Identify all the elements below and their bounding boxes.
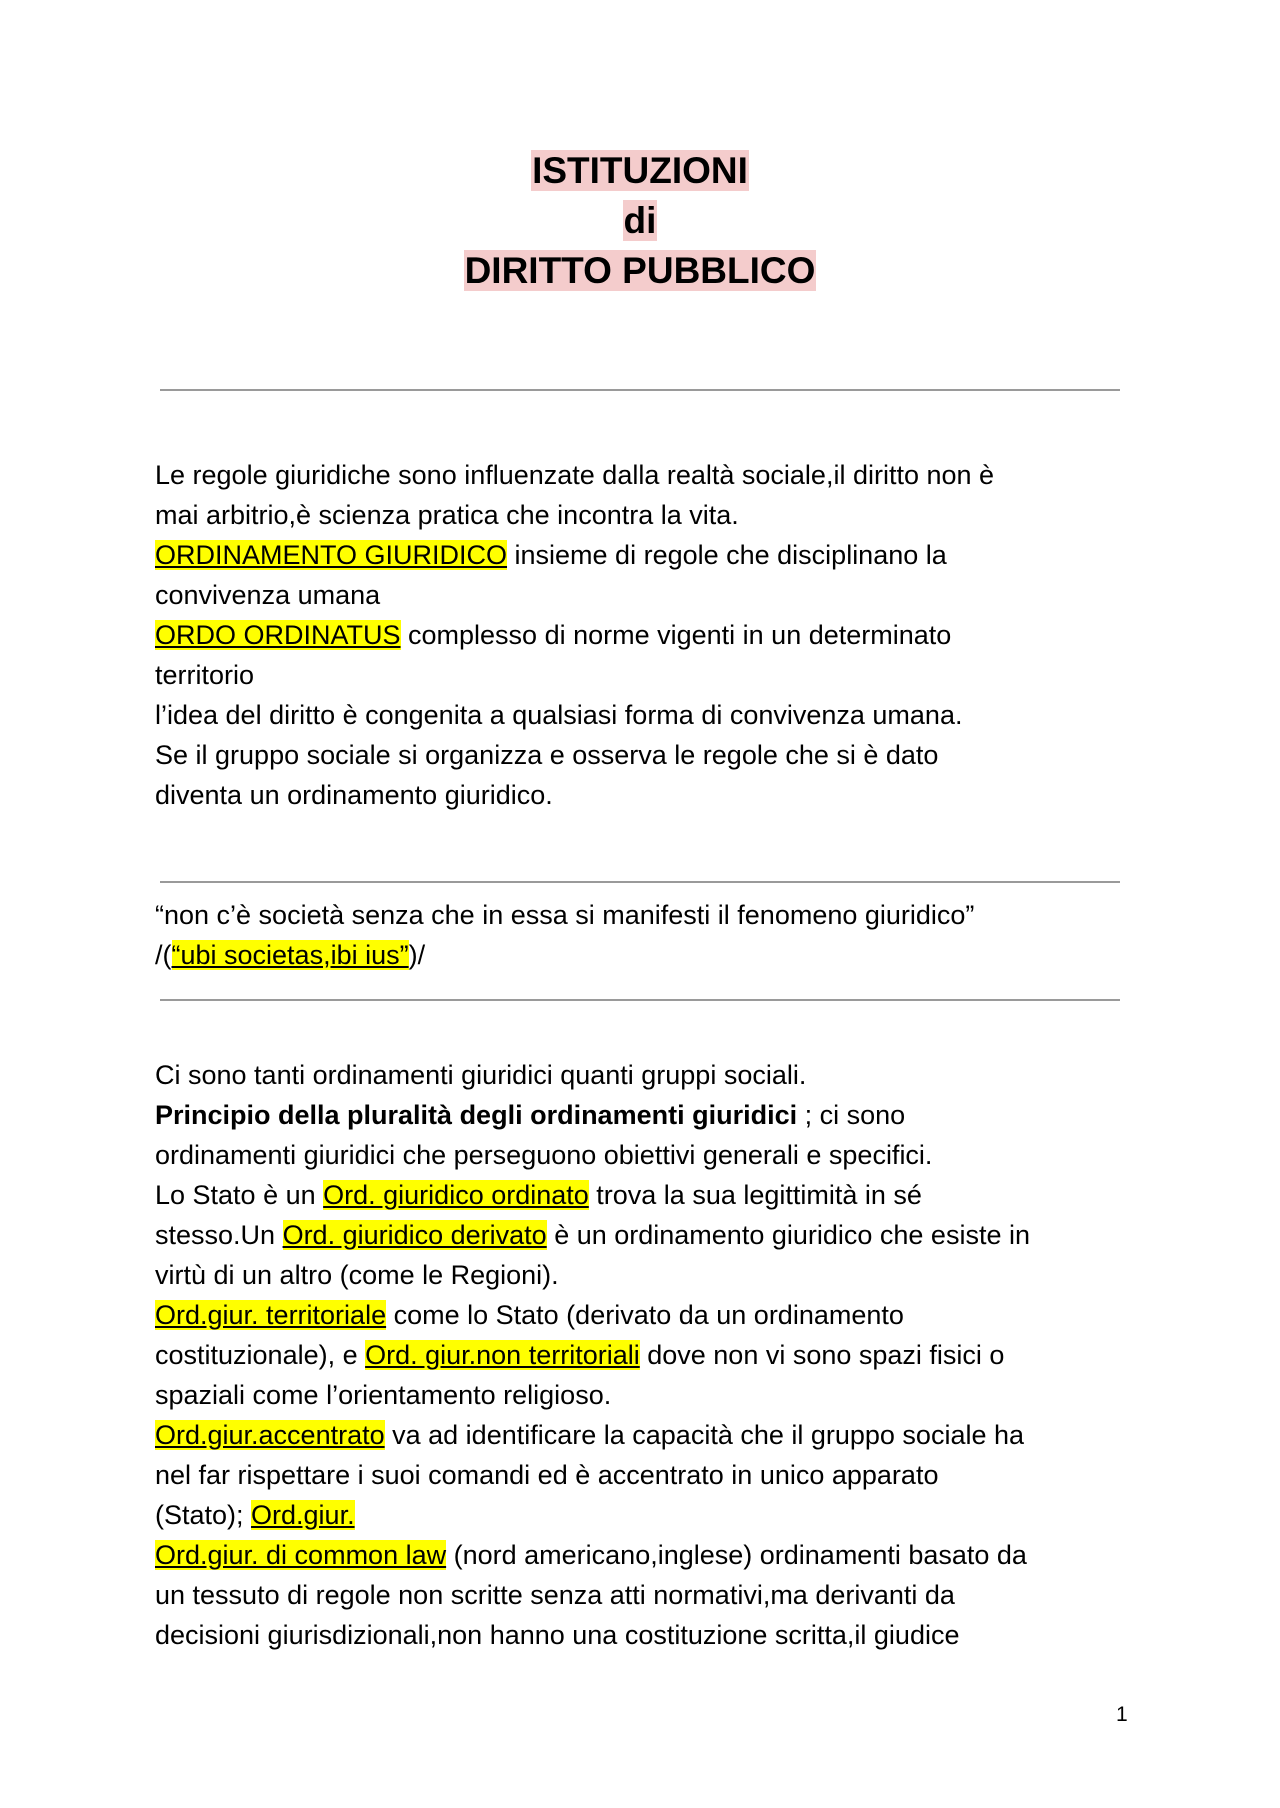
text-line: costituzionale), e Ord. giur.non territoriali dove non vi sono spazi fisici o <box>155 1340 1005 1370</box>
text-line: nel far rispettare i suoi comandi ed è accentrato in unico apparato <box>155 1460 939 1490</box>
text-line: Principio della pluralità degli ordinamenti giuridici ; ci sono <box>155 1100 906 1130</box>
text-line: spaziali come l’orientamento religioso. <box>155 1380 612 1410</box>
quote-block <box>155 895 1145 975</box>
quote-line: “non c’è società senza che in essa si manifesti il fenomeno giuridico” <box>155 900 975 930</box>
paragraph-ordinamenti <box>155 1055 1145 1655</box>
text-line: Se il gruppo sociale si organizza e osserva le regole che si è dato <box>155 740 939 770</box>
highlighted-term: Ord.giur. territoriale <box>155 1300 387 1330</box>
highlighted-term: ORDINAMENTO GIURIDICO <box>155 540 508 570</box>
text-line: ORDINAMENTO GIURIDICO insieme di regole che disciplinano la <box>155 540 947 570</box>
text-line: un tessuto di regole non scritte senza atti normativi,ma derivanti da <box>155 1580 955 1610</box>
highlighted-term: ORDO ORDINATUS <box>155 620 401 650</box>
text-line: ordinamenti giuridici che perseguono obiettivi generali e specifici. <box>155 1140 933 1170</box>
title-line-3: DIRITTO PUBBLICO <box>464 250 816 291</box>
horizontal-rule-1 <box>160 389 1120 391</box>
highlighted-term: Ord. giuridico derivato <box>282 1220 547 1250</box>
text-line: l’idea del diritto è congenita a qualsiasi forma di convivenza umana. <box>155 700 963 730</box>
text-line: (Stato); Ord.giur. <box>155 1500 355 1530</box>
page-number: 1 <box>1116 1703 1128 1726</box>
text-line: stesso.Un Ord. giuridico derivato è un ordinamento giuridico che esiste in <box>155 1220 1030 1250</box>
text-line: Ord.giur. di common law (nord americano,inglese) ordinamenti basato da <box>155 1540 1027 1570</box>
text-line: mai arbitrio,è scienza pratica che incontra la vita. <box>155 500 739 530</box>
text-line: Ord.giur.accentrato va ad identificare la capacità che il gruppo sociale ha <box>155 1420 1025 1450</box>
highlighted-term: Ord.giur. di common law <box>155 1540 447 1570</box>
horizontal-rule-3 <box>160 999 1120 1001</box>
paragraph-intro <box>155 455 1145 815</box>
text-line: diventa un ordinamento giuridico. <box>155 780 553 810</box>
title-line-1: ISTITUZIONI <box>532 150 748 191</box>
bold-term: Principio della pluralità degli ordinamenti giuridici <box>155 1100 798 1130</box>
highlighted-term: “ubi societas,ibi ius” <box>171 940 409 970</box>
text-line: Lo Stato è un Ord. giuridico ordinato trova la sua legittimità in sé <box>155 1180 922 1210</box>
text-line: ORDO ORDINATUS complesso di norme vigenti in un determinato <box>155 620 952 650</box>
quote-line: /(“ubi societas,ibi ius”)/ <box>155 940 426 970</box>
highlighted-term: Ord.giur.accentrato <box>155 1420 385 1450</box>
highlighted-term: Ord.giur. <box>251 1500 355 1530</box>
text-line: Ci sono tanti ordinamenti giuridici quanti gruppi sociali. <box>155 1060 807 1090</box>
text-line: decisioni giurisdizionali,non hanno una costituzione scritta,il giudice <box>155 1620 960 1650</box>
highlighted-term: Ord. giur.non territoriali <box>365 1340 640 1370</box>
text-line: virtù di un altro (come le Regioni). <box>155 1260 559 1290</box>
text-line: Le regole giuridiche sono influenzate dalla realtà sociale,il diritto non è <box>155 460 995 490</box>
horizontal-rule-2 <box>160 881 1120 883</box>
document-title <box>0 146 1280 296</box>
highlighted-term: Ord. giuridico ordinato <box>323 1180 589 1210</box>
text-line: territorio <box>155 660 255 690</box>
text-line: Ord.giur. territoriale come lo Stato (derivato da un ordinamento <box>155 1300 904 1330</box>
title-line-2: di <box>623 200 657 241</box>
text-line: convivenza umana <box>155 580 381 610</box>
